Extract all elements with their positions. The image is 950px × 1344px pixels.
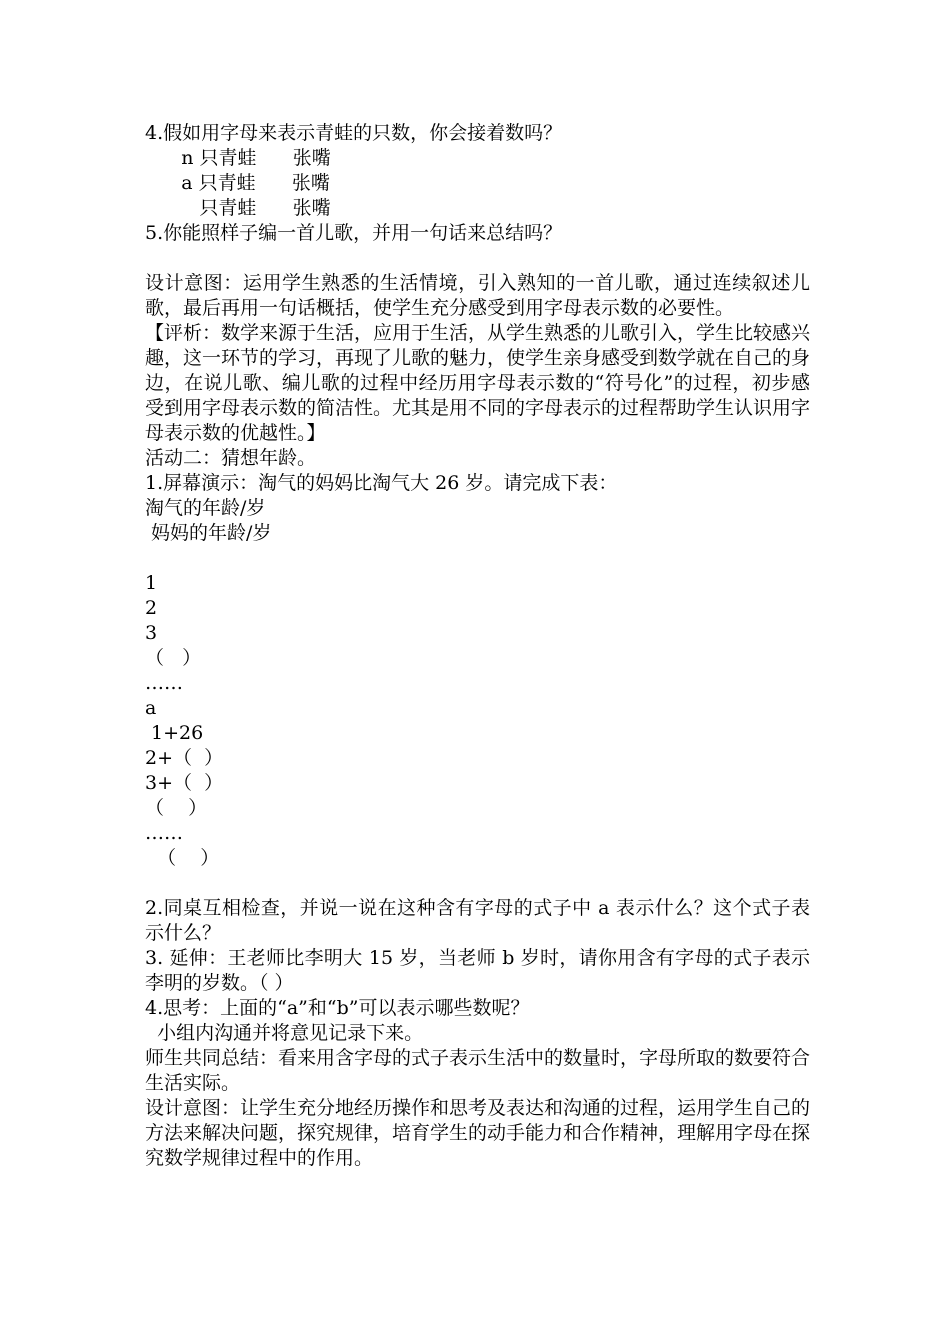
table-cell-col1: 2 — [145, 597, 158, 619]
activity-2-title: 活动二：猜想年龄。 — [145, 447, 317, 469]
table-cell-col2: 1+26 — [145, 722, 204, 744]
table-cell-col1: 1 — [145, 572, 158, 594]
table-cell-col2: …… — [145, 822, 183, 844]
spacer — [145, 546, 810, 571]
design-intent-paragraph-2: 设计意图：让学生充分地经历操作和思考及表达和沟通的过程，运用学生自己的方法来解决问题，探究规律，培育学生的动手能力和合作精神，理解用字母在探究数学规律过程中的作用。 — [145, 1097, 811, 1169]
summary-paragraph: 师生共同总结：看来用含字母的式子表示生活中的数量时，字母所取的数要符合生活实际。 — [145, 1047, 811, 1094]
activity-2-question-1: 1.屏幕演示：淘气的妈妈比淘气大 26 岁。请完成下表： — [145, 472, 618, 494]
table-cell-col2: 3+（ ） — [145, 772, 224, 794]
activity-2-question-2: 2.同桌互相检查，并说一说在这种含有字母的式子中 a 表示什么？这个式子表示什么？ — [145, 897, 810, 944]
frog-row-n: n 只青蛙 张嘴 — [145, 147, 331, 169]
frog-row-a: a 只青蛙 张嘴 — [145, 172, 330, 194]
table-header-mother-age: 妈妈的年龄/岁 — [145, 522, 272, 544]
table-cell-col2: （ ） — [145, 847, 220, 869]
spacer — [145, 871, 810, 896]
design-intent-paragraph-1: 设计意图：运用学生熟悉的生活情境，引入熟知的一首儿歌，通过连续叙述儿歌，最后再用一句话概括，使学生充分感受到用字母表示数的必要性。 — [145, 272, 810, 319]
activity-2-question-3: 3. 延伸：王老师比李明大 15 岁，当老师 b 岁时，请你用含有字母的式子表示李明的岁数。（ ） — [145, 947, 810, 994]
table-cell-col1: …… — [145, 672, 183, 694]
question-5-song: 5.你能照样子编一首儿歌，并用一句话来总结吗？ — [145, 222, 563, 244]
group-discussion-note: 小组内沟通并将意见记录下来。 — [145, 1022, 424, 1044]
table-cell-col2: （ ） — [145, 797, 208, 819]
frog-row-blank: 只青蛙 张嘴 — [145, 197, 331, 219]
activity-2-question-4: 4.思考：上面的“a”和“b”可以表示哪些数呢？ — [145, 997, 530, 1019]
spacer — [145, 246, 810, 271]
document-page — [145, 121, 810, 1171]
question-4-frog: 4.假如用字母来表示青蛙的只数，你会接着数吗？ — [145, 122, 563, 144]
table-header-taoqi-age: 淘气的年龄/岁 — [145, 497, 266, 519]
table-cell-col1: 3 — [145, 622, 158, 644]
table-cell-col1: （ ） — [145, 647, 202, 669]
analysis-paragraph: 【评析：数学来源于生活，应用于生活，从学生熟悉的儿歌引入，学生比较感兴趣，这一环节的学习，再现了儿歌的魅力，使学生亲身感受到数学就在自己的身边，在说儿歌、编儿歌的过程中经历用字母表示数的“符号化”的过程，初步感受到用字母表示数的简洁性。尤其是用不同的字母表示的过程帮助学生认识用字母表示数的优越性。】 — [145, 322, 811, 444]
table-cell-col2: 2+（ ） — [145, 747, 224, 769]
table-cell-col1: a — [145, 697, 157, 719]
